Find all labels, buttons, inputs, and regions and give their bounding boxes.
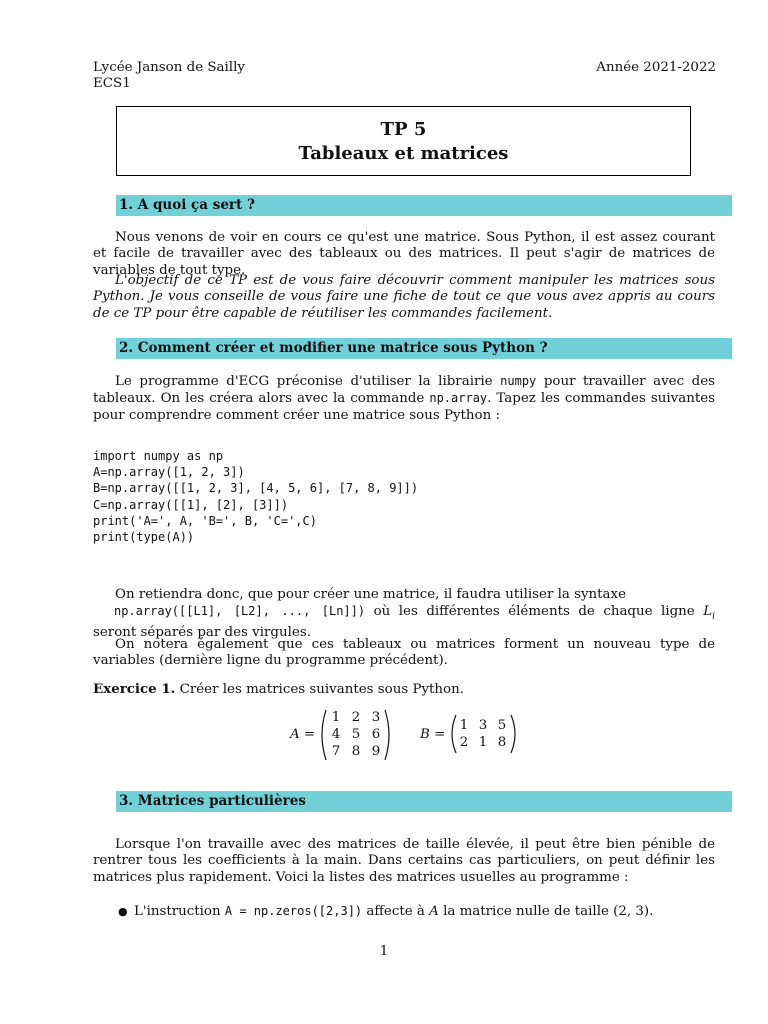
code-line: B=np.array([[1, 2, 3], [4, 5, 6], [7, 8, 9]]) bbox=[93, 481, 419, 496]
inline-code-zeros: A = np.zeros([2,3]) bbox=[224, 904, 363, 918]
right-paren-icon bbox=[510, 714, 519, 754]
page-number: 1 bbox=[379, 944, 389, 959]
school-name: Lycée Janson de Sailly bbox=[93, 60, 245, 75]
matrix-cell: 6 bbox=[371, 727, 381, 742]
matrix-cell: 2 bbox=[459, 735, 469, 750]
tp-title: Tableaux et matrices bbox=[298, 143, 509, 164]
matrix-cell: 5 bbox=[351, 727, 361, 742]
inline-code-numpy: numpy bbox=[500, 374, 537, 388]
matrix-b-label: B = bbox=[420, 727, 446, 742]
section-1-paragraph-2: L'objectif de ce TP est de vous faire découvrir comment manipuler les matrices sous Python. Je vous conseille de vous faire une fiche de tout ce que vous avez appris au cours de ce TP pour être capable de réutiliser les commandes facilement. bbox=[93, 273, 715, 321]
exercise-label: Exercice 1. bbox=[93, 681, 176, 697]
matrix-b bbox=[448, 716, 520, 756]
header-left bbox=[93, 60, 245, 92]
section-2-paragraph-2: On retiendra donc, que pour créer une matrice, il faudra utiliser la syntaxe bbox=[115, 587, 627, 602]
matrix-cell: 1 bbox=[331, 710, 341, 725]
section-2-paragraph-3: On notera également que ces tableaux ou matrices forment un nouveau type de variables (dernière ligne du programme précédent). bbox=[93, 637, 715, 669]
inline-code-syntax: np.array([[L1], [L2], ..., [Ln]]) bbox=[114, 604, 366, 618]
code-line: print(type(A)) bbox=[93, 530, 195, 545]
matrix-cell: 7 bbox=[331, 744, 341, 759]
code-line: print('A=', A, 'B=', B, 'C=',C) bbox=[93, 513, 317, 528]
matrix-cell: 5 bbox=[497, 718, 507, 733]
code-line: A=np.array([1, 2, 3]) bbox=[93, 465, 245, 480]
title-box bbox=[116, 106, 691, 176]
matrix-cell: 8 bbox=[497, 735, 507, 750]
matrix-cell: 8 bbox=[351, 744, 361, 759]
section-1-paragraph-1: Nous venons de voir en cours ce qu'est une matrice. Sous Python, il est assez courant et facile de travailler avec des tableaux ou des matrices. Il peut s'agir de matrices de variables de tout type. bbox=[93, 230, 715, 278]
section-2-paragraph-1: Le programme d'ECG préconise d'utiliser la librairie numpy pour travailler avec des tableaux. On les créera alors avec la commande np.array. Tapez les commandes suivantes pour comprendre comment créer une matrice sous Python : bbox=[93, 374, 715, 423]
matrix-cell: 2 bbox=[351, 710, 361, 725]
matrix-cell: 4 bbox=[331, 727, 341, 742]
bullet-item-zeros: L'instruction A = np.zeros([2,3]) affecte à A la matrice nulle de taille (2, 3). bbox=[134, 904, 654, 919]
section-3-paragraph-1: Lorsque l'on travaille avec des matrices de taille élevée, il peut être bien pénible de rentrer tous les coefficients à la main. Dans certains cas particuliers, on peut définir les matrices plus rapidement. Voici la listes des matrices usuelles au programme : bbox=[93, 837, 715, 885]
matrix-cell: 3 bbox=[371, 710, 381, 725]
matrix-cell: 3 bbox=[478, 718, 488, 733]
tp-number: TP 5 bbox=[380, 119, 427, 140]
code-line: import numpy as np bbox=[93, 449, 224, 463]
matrix-a bbox=[318, 711, 390, 761]
section-2-heading: 2. Comment créer et modifier une matrice sous Python ? bbox=[116, 338, 732, 359]
section-3-heading: 3. Matrices particulières bbox=[116, 791, 732, 812]
inline-code-np-array: np.array bbox=[429, 391, 488, 406]
code-block bbox=[93, 448, 418, 545]
matrix-cell: 1 bbox=[478, 735, 488, 750]
matrix-cell: 1 bbox=[459, 718, 469, 733]
exercise-1: Exercice 1. Créer les matrices suivantes sous Python. bbox=[93, 681, 464, 697]
bullet-icon: ● bbox=[118, 905, 128, 918]
matrix-a-label: A = bbox=[290, 727, 316, 742]
class-name: ECS1 bbox=[93, 76, 131, 91]
right-paren-icon bbox=[384, 709, 393, 761]
matrices-row bbox=[0, 711, 768, 761]
section-2-paragraph-2-cont: np.array([[L1], [L2], ..., [Ln]]) où les différentes éléments de chaque ligne $L_i$ seront séparés par des virgules. bbox=[93, 604, 716, 640]
school-year: Année 2021-2022 bbox=[596, 60, 716, 75]
matrix-cell: 9 bbox=[371, 744, 381, 759]
section-1-heading: 1. A quoi ça sert ? bbox=[116, 195, 732, 216]
code-line: C=np.array([[1], [2], [3]]) bbox=[93, 497, 289, 512]
